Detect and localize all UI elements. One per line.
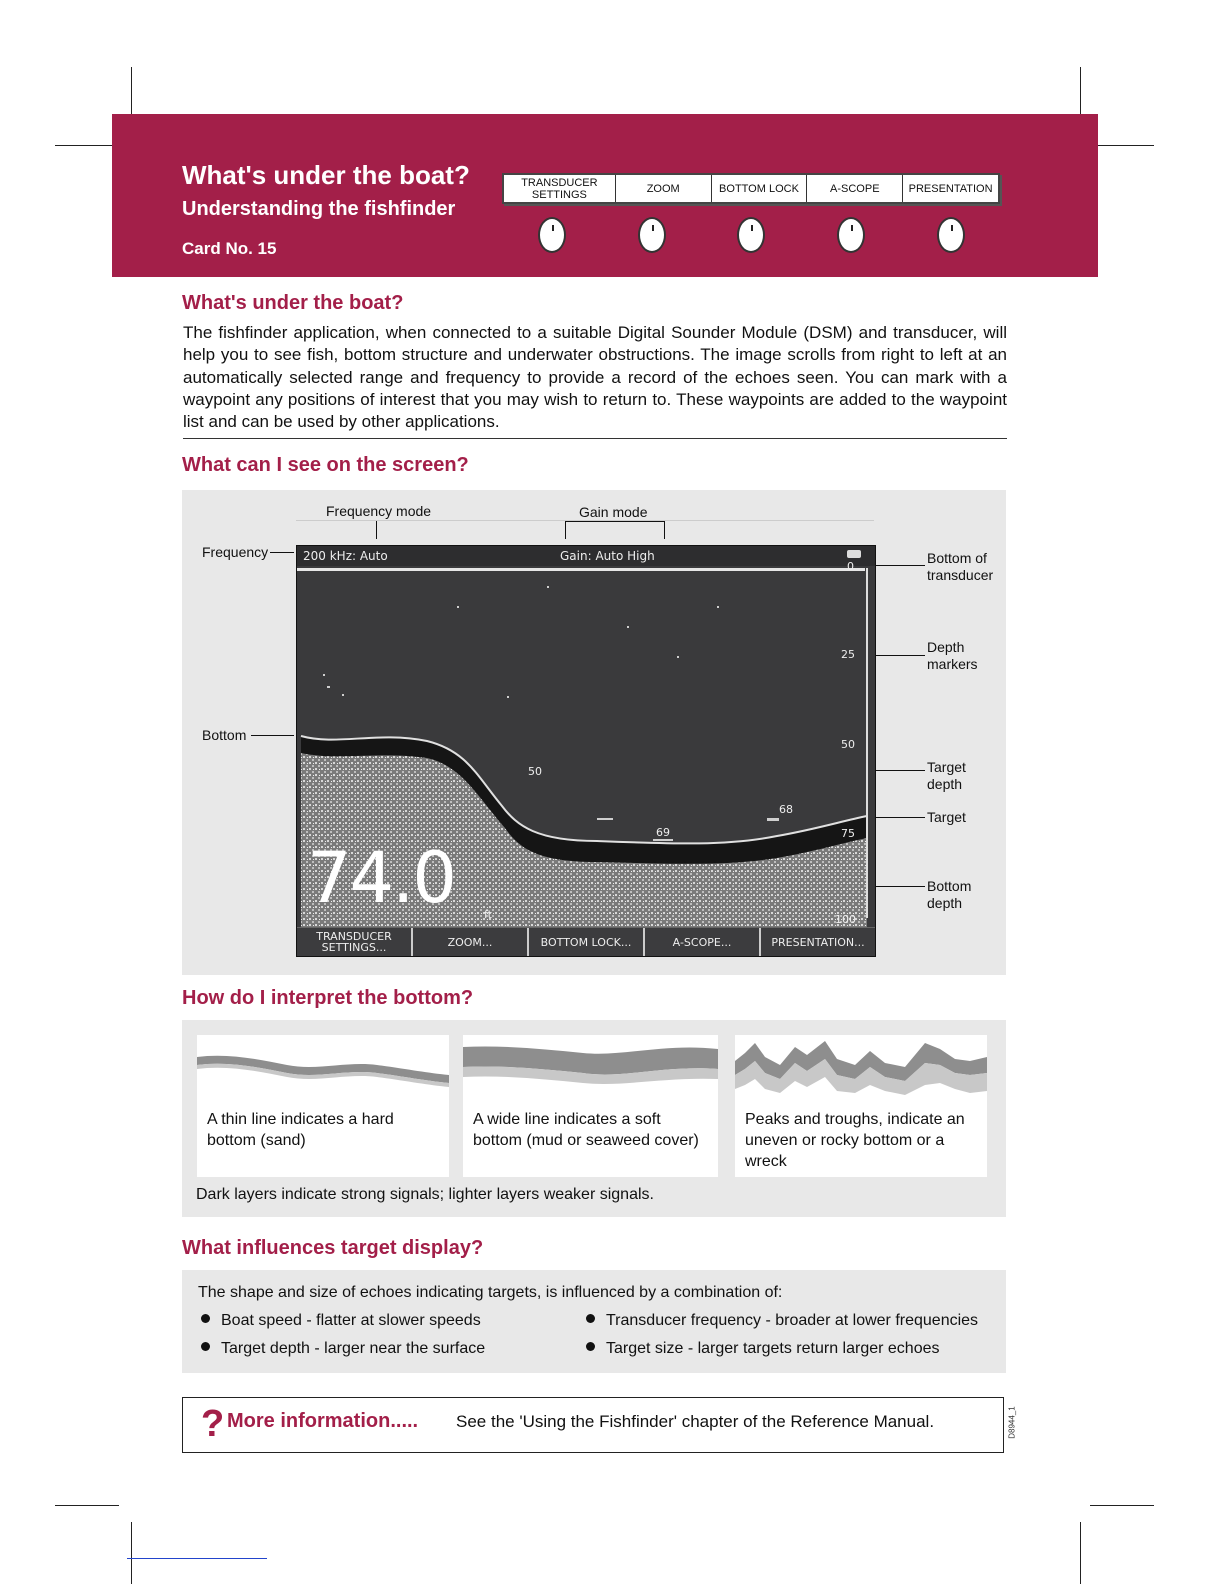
label-bottom: Bottom: [202, 727, 247, 743]
depth-reading: 74.0: [307, 837, 455, 919]
crop-mark: [1090, 145, 1154, 146]
crop-mark: [55, 145, 119, 146]
boat-icon: [847, 550, 861, 558]
label-gain-mode: Gain mode: [579, 504, 648, 520]
card-caption: A wide line indicates a soft bottom (mud or seaweed cover): [473, 1111, 699, 1149]
question-icon: ?: [201, 1403, 225, 1445]
rocky-bottom-illustration: [735, 1035, 987, 1097]
screen-softkey-bar: [297, 927, 875, 956]
page-title: What's under the boat?: [182, 160, 470, 190]
bottom-example-card: [197, 1035, 449, 1177]
callout-line: [876, 565, 925, 566]
softkey-label-zoom: ZOOM: [616, 175, 712, 202]
screen-softkey-bottom-lock[interactable]: BOTTOM LOCK...: [529, 928, 645, 956]
crop-mark: [131, 1522, 132, 1584]
bullet-icon: [201, 1314, 210, 1323]
hard-bottom-illustration: [197, 1035, 449, 1095]
card-number: Card No. 15: [182, 239, 277, 258]
section-heading-bottom: How do I interpret the bottom?: [182, 987, 474, 1009]
label-frequency-mode: Frequency mode: [326, 503, 432, 519]
bullet-icon: [586, 1342, 595, 1351]
gain-readout: Gain: Auto High: [560, 549, 655, 563]
document-code: D8944_1: [1007, 1406, 1017, 1439]
bottom-note: Dark layers indicate strong signals; lighter layers weaker signals.: [196, 1186, 654, 1203]
link-underline: [127, 1558, 267, 1559]
softkey-knob-icon: [937, 217, 965, 253]
bullet-item: [201, 1312, 481, 1330]
label-bottom-depth: Bottom depth: [927, 878, 972, 911]
softkey-knob-icon: [837, 217, 865, 253]
bottom-example-card: [463, 1035, 718, 1177]
bottom-example-card: [735, 1035, 987, 1177]
more-info-title: More information.....: [227, 1410, 419, 1432]
crop-mark: [1080, 67, 1081, 117]
label-frequency: Frequency: [202, 544, 269, 560]
more-info-text: See the 'Using the Fishfinder' chapter of the Reference Manual.: [456, 1412, 935, 1431]
card-caption: Peaks and troughs, indicate an uneven or rocky bottom or a wreck: [745, 1111, 965, 1170]
soft-bottom-illustration: [463, 1035, 718, 1095]
callout-line: [565, 521, 566, 539]
section-heading-intro: What's under the boat?: [182, 292, 404, 314]
bullet-icon: [586, 1314, 595, 1323]
softkey-knob-icon: [538, 217, 566, 253]
softkey-knob-icon: [737, 217, 765, 253]
bullet-text: Boat speed - flatter at slower speeds: [221, 1312, 481, 1329]
header-banner: [112, 114, 1098, 277]
softkey-knob-icon: [638, 217, 666, 253]
bullet-item: [201, 1340, 485, 1358]
depth-marker-50: 50: [841, 738, 855, 751]
callout-line: [376, 521, 377, 539]
target-depth-value: 69: [656, 826, 670, 839]
crop-mark: [55, 1505, 119, 1506]
bullet-item: [586, 1312, 978, 1330]
callout-line: [664, 521, 665, 539]
softkey-label-a-scope: A-SCOPE: [807, 175, 903, 202]
callout-line: [876, 655, 925, 656]
label-target-depth: Target depth: [927, 759, 966, 792]
target-depth-value: 68: [779, 803, 793, 816]
bullet-text: Transducer frequency - broader at lower frequencies: [606, 1312, 979, 1329]
bullet-icon: [201, 1342, 210, 1351]
softkey-label-bottom-lock: BOTTOM LOCK: [712, 175, 808, 202]
softkey-label-transducer: TRANSDUCER SETTINGS: [504, 175, 616, 202]
screen-status-bar: [297, 546, 875, 566]
callout-line: [296, 520, 874, 521]
callout-line: [251, 735, 294, 736]
target-depth-value: 50: [528, 765, 542, 778]
depth-marker-100: 100: [835, 913, 856, 926]
screen-softkey-transducer[interactable]: TRANSDUCER SETTINGS...: [297, 928, 413, 956]
softkey-label-presentation: PRESENTATION: [908, 182, 993, 195]
section-heading-screen: What can I see on the screen?: [182, 454, 469, 476]
label-bottom-of-transducer: Bottom of transducer: [927, 550, 994, 583]
bullet-text: Target depth - larger near the surface: [221, 1340, 486, 1357]
target-intro: The shape and size of echoes indicating targets, is influenced by a combination of:: [198, 1284, 783, 1301]
screen-softkey-a-scope[interactable]: A-SCOPE...: [645, 928, 761, 956]
screen-softkey-presentation[interactable]: PRESENTATION...: [771, 935, 865, 949]
depth-marker-25: 25: [841, 648, 855, 661]
depth-marker-0: 0: [847, 560, 854, 573]
callout-line: [270, 552, 294, 553]
bullet-text: Target size - larger targets return larger echoes: [606, 1340, 940, 1357]
fishfinder-screen: [296, 545, 876, 957]
screen-softkey-zoom[interactable]: ZOOM...: [413, 928, 529, 956]
crop-mark: [1090, 1505, 1154, 1506]
page-subtitle: Understanding the fishfinder: [182, 198, 456, 220]
crop-mark: [1080, 1522, 1081, 1584]
frequency-readout: 200 kHz: Auto: [303, 549, 388, 563]
depth-marker-75: 75: [841, 827, 855, 840]
crop-mark: [131, 67, 132, 117]
more-info-box: [182, 1397, 1004, 1453]
softkey-strip: [502, 173, 1000, 204]
bullet-item: [586, 1340, 939, 1358]
section-heading-target: What influences target display?: [182, 1237, 484, 1259]
divider: [183, 438, 1007, 439]
card-caption: A thin line indicates a hard bottom (sand): [207, 1111, 394, 1149]
depth-unit: ft: [484, 908, 492, 921]
callout-line: [565, 521, 665, 522]
intro-paragraph: The fishfinder application, when connected to a suitable Digital Sounder Module (DSM) and transducer, will help you to see fish, bottom structure and underwater obstructions. The image scrolls from right to left at an automatically selected range and frequency to provide a record of the echoes seen. You can mark with a waypoint any positions of interest that you may wish to return to. These waypoints are added to the waypoint list and can be used by other applications.: [183, 323, 1007, 432]
label-depth-markers: Depth markers: [927, 639, 978, 672]
label-target: Target: [927, 809, 966, 825]
